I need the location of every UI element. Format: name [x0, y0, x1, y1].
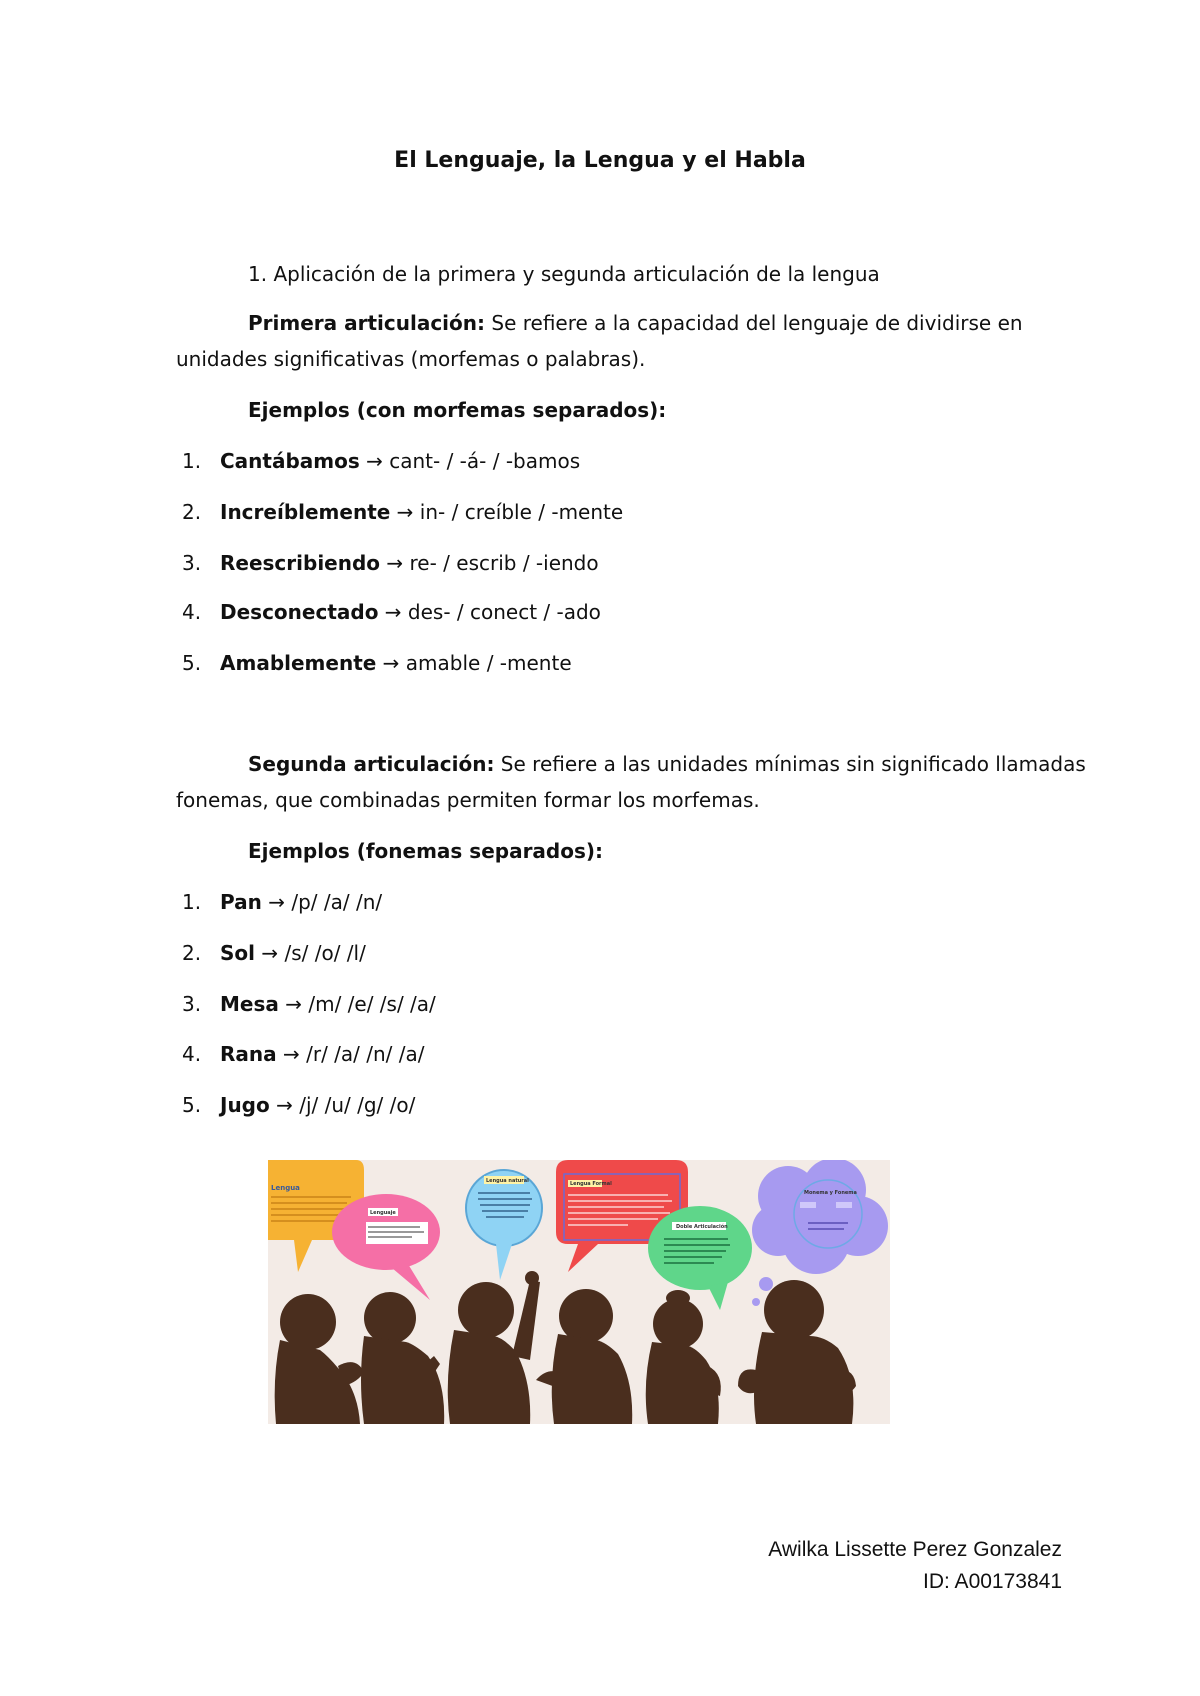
segunda-term: Segunda articulación:	[248, 752, 495, 776]
segunda-definition-line1	[248, 752, 1086, 776]
example-phonemes: → /p/ /a/ /n/	[261, 890, 383, 914]
list-item	[182, 449, 580, 473]
author-name: Awilka Lissette Perez Gonzalez	[768, 1538, 1062, 1561]
list-number: 1.	[182, 449, 202, 473]
example-word: Reescribiendo	[220, 551, 381, 575]
segunda-def-1: Se refiere a las unidades mínimas sin significado llamadas	[494, 752, 1086, 776]
list-number: 1.	[182, 890, 202, 914]
primera-examples-title: Ejemplos (con morfemas separados):	[248, 398, 667, 422]
example-word: Pan	[220, 890, 262, 914]
example-morphemes: → cant- / -á- / -bamos	[359, 449, 581, 473]
example-word: Desconectado	[220, 600, 379, 624]
example-morphemes: → des- / conect / -ado	[378, 600, 601, 624]
list-number: 4.	[182, 600, 202, 624]
example-word: Rana	[220, 1042, 277, 1066]
list-number: 4.	[182, 1042, 202, 1066]
document-title: El Lenguaje, la Lengua y el Habla	[394, 148, 806, 173]
list-number: 3.	[182, 992, 202, 1016]
example-word: Jugo	[220, 1093, 270, 1117]
list-item	[182, 1042, 425, 1066]
section-heading-text: 1. Aplicación de la primera y segunda articulación de la lengua	[248, 262, 880, 286]
segunda-examples-title: Ejemplos (fonemas separados):	[248, 839, 604, 863]
conversation-illustration	[268, 1160, 890, 1424]
list-number: 5.	[182, 1093, 202, 1117]
bubble-title: Lengua	[271, 1184, 300, 1192]
bubble-title: Doble Articulación	[676, 1224, 728, 1230]
primera-definition-line2: unidades significativas (morfemas o palabras).	[176, 347, 646, 371]
example-morphemes: → amable / -mente	[376, 651, 572, 675]
list-item	[182, 500, 623, 524]
example-phonemes: → /m/ /e/ /s/ /a/	[278, 992, 436, 1016]
bubble-title: Lengua Formal	[570, 1181, 612, 1187]
list-item	[182, 551, 599, 575]
bubble-title: Lengua natural	[486, 1178, 529, 1184]
example-word: Sol	[220, 941, 255, 965]
author-id: ID: A00173841	[923, 1570, 1062, 1593]
example-phonemes: → /r/ /a/ /n/ /a/	[276, 1042, 425, 1066]
primera-def-1: Se refiere a la capacidad del lenguaje de dividirse en	[485, 311, 1023, 335]
segunda-definition-line2: fonemas, que combinadas permiten formar los morfemas.	[176, 788, 760, 812]
list-number: 5.	[182, 651, 202, 675]
section-heading	[248, 262, 880, 286]
example-morphemes: → re- / escrib / -iendo	[380, 551, 599, 575]
example-word: Cantábamos	[220, 449, 360, 473]
list-item	[182, 992, 436, 1016]
example-word: Mesa	[220, 992, 279, 1016]
bubble-title: Monema y Fonema	[804, 1190, 857, 1196]
example-word: Increíblemente	[220, 500, 391, 524]
list-item	[182, 600, 601, 624]
example-word: Amablemente	[220, 651, 377, 675]
example-phonemes: → /j/ /u/ /g/ /o/	[269, 1093, 416, 1117]
list-number: 2.	[182, 941, 202, 965]
list-item	[182, 1093, 415, 1117]
primera-term: Primera articulación:	[248, 311, 486, 335]
list-item	[182, 651, 572, 675]
bubble-title: Lenguaje	[370, 1210, 396, 1216]
example-morphemes: → in- / creíble / -mente	[390, 500, 624, 524]
list-number: 2.	[182, 500, 202, 524]
list-number: 3.	[182, 551, 202, 575]
primera-definition-line1	[248, 311, 1023, 335]
list-item	[182, 941, 366, 965]
list-item	[182, 890, 382, 914]
example-phonemes: → /s/ /o/ /l/	[255, 941, 366, 965]
